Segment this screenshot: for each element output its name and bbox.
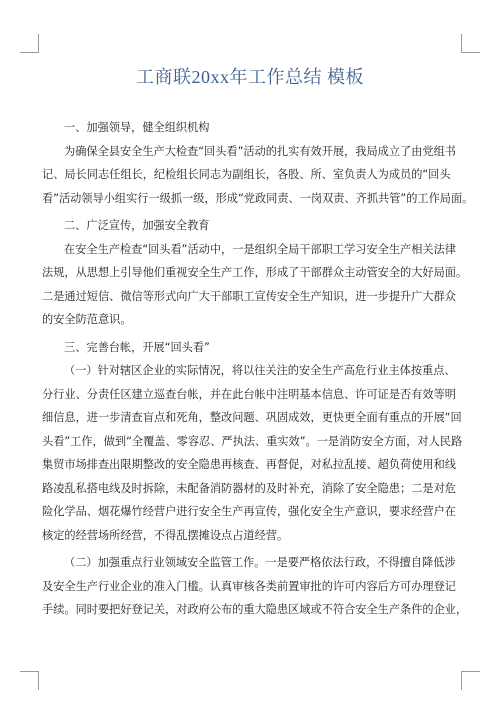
crop-mark-bottom-left bbox=[20, 671, 39, 690]
section-heading: 三、完善台帐，开展“回头看” bbox=[64, 340, 210, 354]
paragraph-line: 头看”工作，做到“全覆盖、零容忍、严执法、重实效”。一是消防安全方面，对人民路 bbox=[42, 434, 463, 448]
document-title: 工商联20xx年工作总结 模板 bbox=[136, 67, 364, 87]
paragraph-line: 核定的经营场所经营，不得乱摆摊设点占道经营。 bbox=[42, 528, 289, 542]
paragraph-line: 法规，从思想上引导他们重视安全生产工作，形成了干部群众主动管安全的大好局面。 bbox=[42, 266, 468, 279]
crop-mark-top-left bbox=[20, 34, 39, 53]
paragraph-line: 二是通过短信、微信等形式向广大干部职工宣传安全生产知识，进一步提升广大群众 bbox=[42, 289, 456, 303]
document-body bbox=[42, 116, 474, 622]
paragraph-line: 手续。同时要把好登记关，对政府公布的重大隐患区域或不符合安全生产条件的企业， bbox=[42, 603, 468, 616]
paragraph-line: 记、局长同志任组长，纪检组长同志为副组长，各股、所、室负责人为成员的“回头 bbox=[42, 168, 451, 181]
crop-mark-top-right bbox=[461, 34, 480, 53]
paragraph-line: （二）加强重点行业领域安全监管工作。一是要严格依法行政，不得擅自降低涉 bbox=[64, 556, 456, 569]
paragraph-line: 在安全生产检查“回头看”活动中，一是组织全局干部职工学习安全生产相关法律 bbox=[64, 242, 456, 256]
paragraph-line: 分行业、分责任区建立巡查台帐，并在此台帐中注明基本信息、许可证是否有效等明 bbox=[42, 387, 456, 401]
section-heading: 一、加强领导，健全组织机构 bbox=[64, 121, 210, 134]
paragraph-line: 险化学品、烟花爆竹经营户进行安全生产再宣传，强化安全生产意识，要求经营户在 bbox=[42, 505, 456, 518]
paragraph-line: 集贸市场排查出限期整改的安全隐患再核查、再督促，对私拉乱接、超负荷使用和线 bbox=[42, 458, 456, 471]
paragraph-line: 细信息，进一步清查盲点和死角，整改问题、巩固成效，更快更全面有重点的开展“回 bbox=[42, 411, 462, 424]
paragraph-line: 看”活动领导小组实行一级抓一级，形成“党政同责、一岗双责、齐抓共管”的工作局面。 bbox=[42, 191, 474, 205]
paragraph-line: 及安全生产行业企业的准入门槛。认真审核各类前置审批的许可内容后方可办理登记 bbox=[42, 579, 456, 593]
paragraph-line: 的安全防范意识。 bbox=[42, 313, 132, 326]
section-heading: 二、广泛宣传，加强安全教育 bbox=[64, 219, 210, 232]
paragraph-line: 为确保全县安全生产大检查“回头看”活动的扎实有效开展，我局成立了由党组书 bbox=[64, 144, 456, 158]
paragraph-line: （一）针对辖区企业的实际情况，将以往关注的安全生产高危行业主体按重点、 bbox=[64, 364, 456, 377]
paragraph-line: 路凌乱私搭电线及时拆除，未配备消防器材的及时补充，消除了安全隐患；二是对危 bbox=[42, 481, 456, 495]
crop-mark-bottom-right bbox=[461, 671, 480, 690]
